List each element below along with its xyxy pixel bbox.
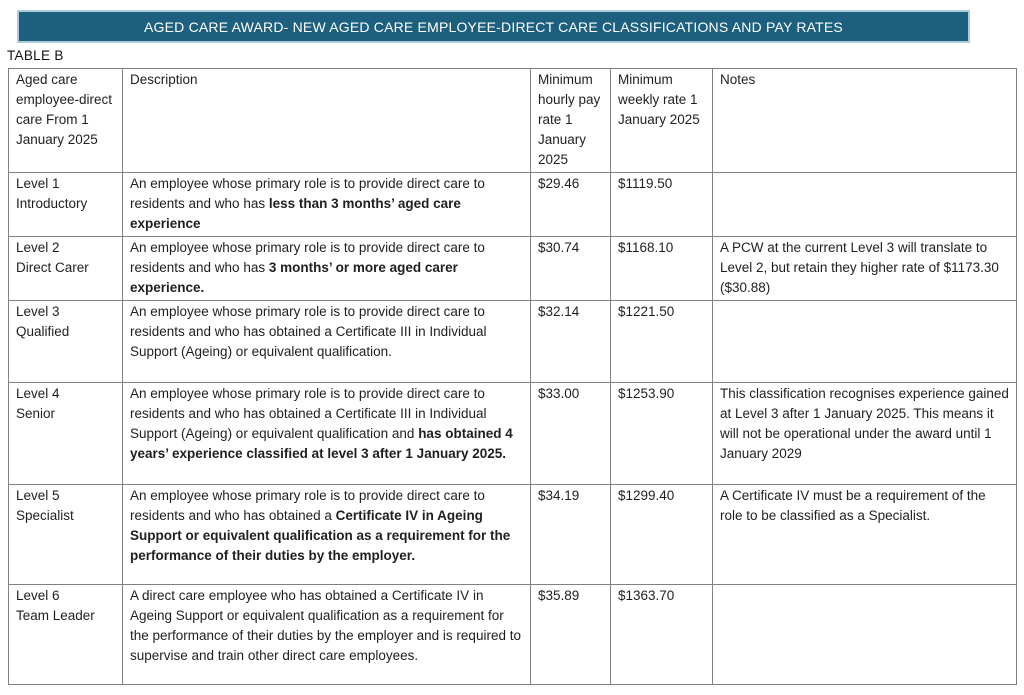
description-cell	[123, 585, 531, 685]
level-number: Level 1	[16, 176, 60, 191]
level-title: Team Leader	[16, 608, 95, 623]
description-cell	[123, 485, 531, 585]
table-row-level-4	[9, 383, 1017, 485]
description-cell	[123, 383, 531, 485]
level-title: Specialist	[16, 508, 74, 523]
level-cell	[9, 383, 123, 485]
weekly-rate-cell: $1299.40	[611, 485, 713, 585]
weekly-rate-cell: $1119.50	[611, 173, 713, 237]
notes-cell: A Certificate IV must be a requirement of the role to be classified as a Specialist.	[713, 485, 1017, 585]
column-header-description: Description	[123, 69, 531, 173]
hourly-rate-cell: $34.19	[531, 485, 611, 585]
description-bold-text: less than 3 months’ aged care experience	[130, 196, 461, 231]
table-row-level-6	[9, 585, 1017, 685]
table-row-level-5	[9, 485, 1017, 585]
level-title: Introductory	[16, 196, 88, 211]
hourly-rate-cell: $35.89	[531, 585, 611, 685]
description-cell	[123, 301, 531, 383]
notes-cell: This classification recognises experience gained at Level 3 after 1 January 2025. This means it will not be operational under the award until 1 January 2029	[713, 383, 1017, 485]
column-header-hourly-rate: Minimum hourly pay rate 1 January 2025	[531, 69, 611, 173]
weekly-rate-cell: $1363.70	[611, 585, 713, 685]
hourly-rate-cell: $29.46	[531, 173, 611, 237]
header-row	[9, 69, 1017, 173]
weekly-rate-cell: $1221.50	[611, 301, 713, 383]
description-text: A direct care employee who has obtained a Certificate IV in Ageing Support or equivalent qualification as a requirement for the performance of their duties by the employer and is required to supervise and train other direct care employees.	[130, 588, 521, 663]
pay-rates-table	[8, 68, 1017, 685]
level-number: Level 5	[16, 488, 60, 503]
level-number: Level 4	[16, 386, 60, 401]
notes-cell	[713, 173, 1017, 237]
level-title: Direct Carer	[16, 260, 89, 275]
level-cell	[9, 301, 123, 383]
description-bold-text: has obtained 4 years’ experience classified at level 3 after 1 January 2025.	[130, 426, 513, 461]
hourly-rate-cell: $30.74	[531, 237, 611, 301]
description-text: An employee whose primary role is to provide direct care to residents and who has	[130, 240, 485, 275]
column-header-notes: Notes	[713, 69, 1017, 173]
description-cell	[123, 237, 531, 301]
hourly-rate-cell: $32.14	[531, 301, 611, 383]
weekly-rate-cell: $1168.10	[611, 237, 713, 301]
notes-cell	[713, 301, 1017, 383]
level-number: Level 2	[16, 240, 60, 255]
level-cell	[9, 173, 123, 237]
description-text: An employee whose primary role is to provide direct care to residents and who has obtained a Certificate III in Individual Support (Ageing) or equivalent qualification and	[130, 386, 487, 441]
level-title: Qualified	[16, 324, 70, 339]
level-cell	[9, 585, 123, 685]
hourly-rate-cell: $33.00	[531, 383, 611, 485]
level-number: Level 6	[16, 588, 60, 603]
description-bold-text: Certificate IV in Ageing Support or equivalent qualification as a requirement for the performance of their duties by the employer.	[130, 508, 511, 563]
notes-cell: A PCW at the current Level 3 will translate to Level 2, but retain they higher rate of $1173.30 ($30.88)	[713, 237, 1017, 301]
description-bold-text: 3 months’ or more aged carer experience.	[130, 260, 458, 295]
title-banner	[17, 10, 970, 43]
banner-title: AGED CARE AWARD- NEW AGED CARE EMPLOYEE-DIRECT CARE CLASSIFICATIONS AND PAY RATES	[144, 18, 843, 35]
column-header-classification: Aged care employee-direct care From 1 January 2025	[9, 69, 123, 173]
description-text: An employee whose primary role is to provide direct care to residents and who has	[130, 176, 485, 211]
level-cell	[9, 237, 123, 301]
notes-cell	[713, 585, 1017, 685]
description-text: An employee whose primary role is to provide direct care to residents and who has obtained a	[130, 488, 485, 523]
level-cell	[9, 485, 123, 585]
level-title: Senior	[16, 406, 56, 421]
table-row-level-1	[9, 173, 1017, 237]
description-cell	[123, 173, 531, 237]
table-label: TABLE B	[7, 48, 64, 63]
column-header-weekly-rate: Minimum weekly rate 1 January 2025	[611, 69, 713, 173]
description-text: An employee whose primary role is to provide direct care to residents and who has obtained a Certificate III in Individual Support (Ageing) or equivalent qualification.	[130, 304, 487, 359]
table-row-level-2	[9, 237, 1017, 301]
weekly-rate-cell: $1253.90	[611, 383, 713, 485]
level-number: Level 3	[16, 304, 60, 319]
table-row-level-3	[9, 301, 1017, 383]
